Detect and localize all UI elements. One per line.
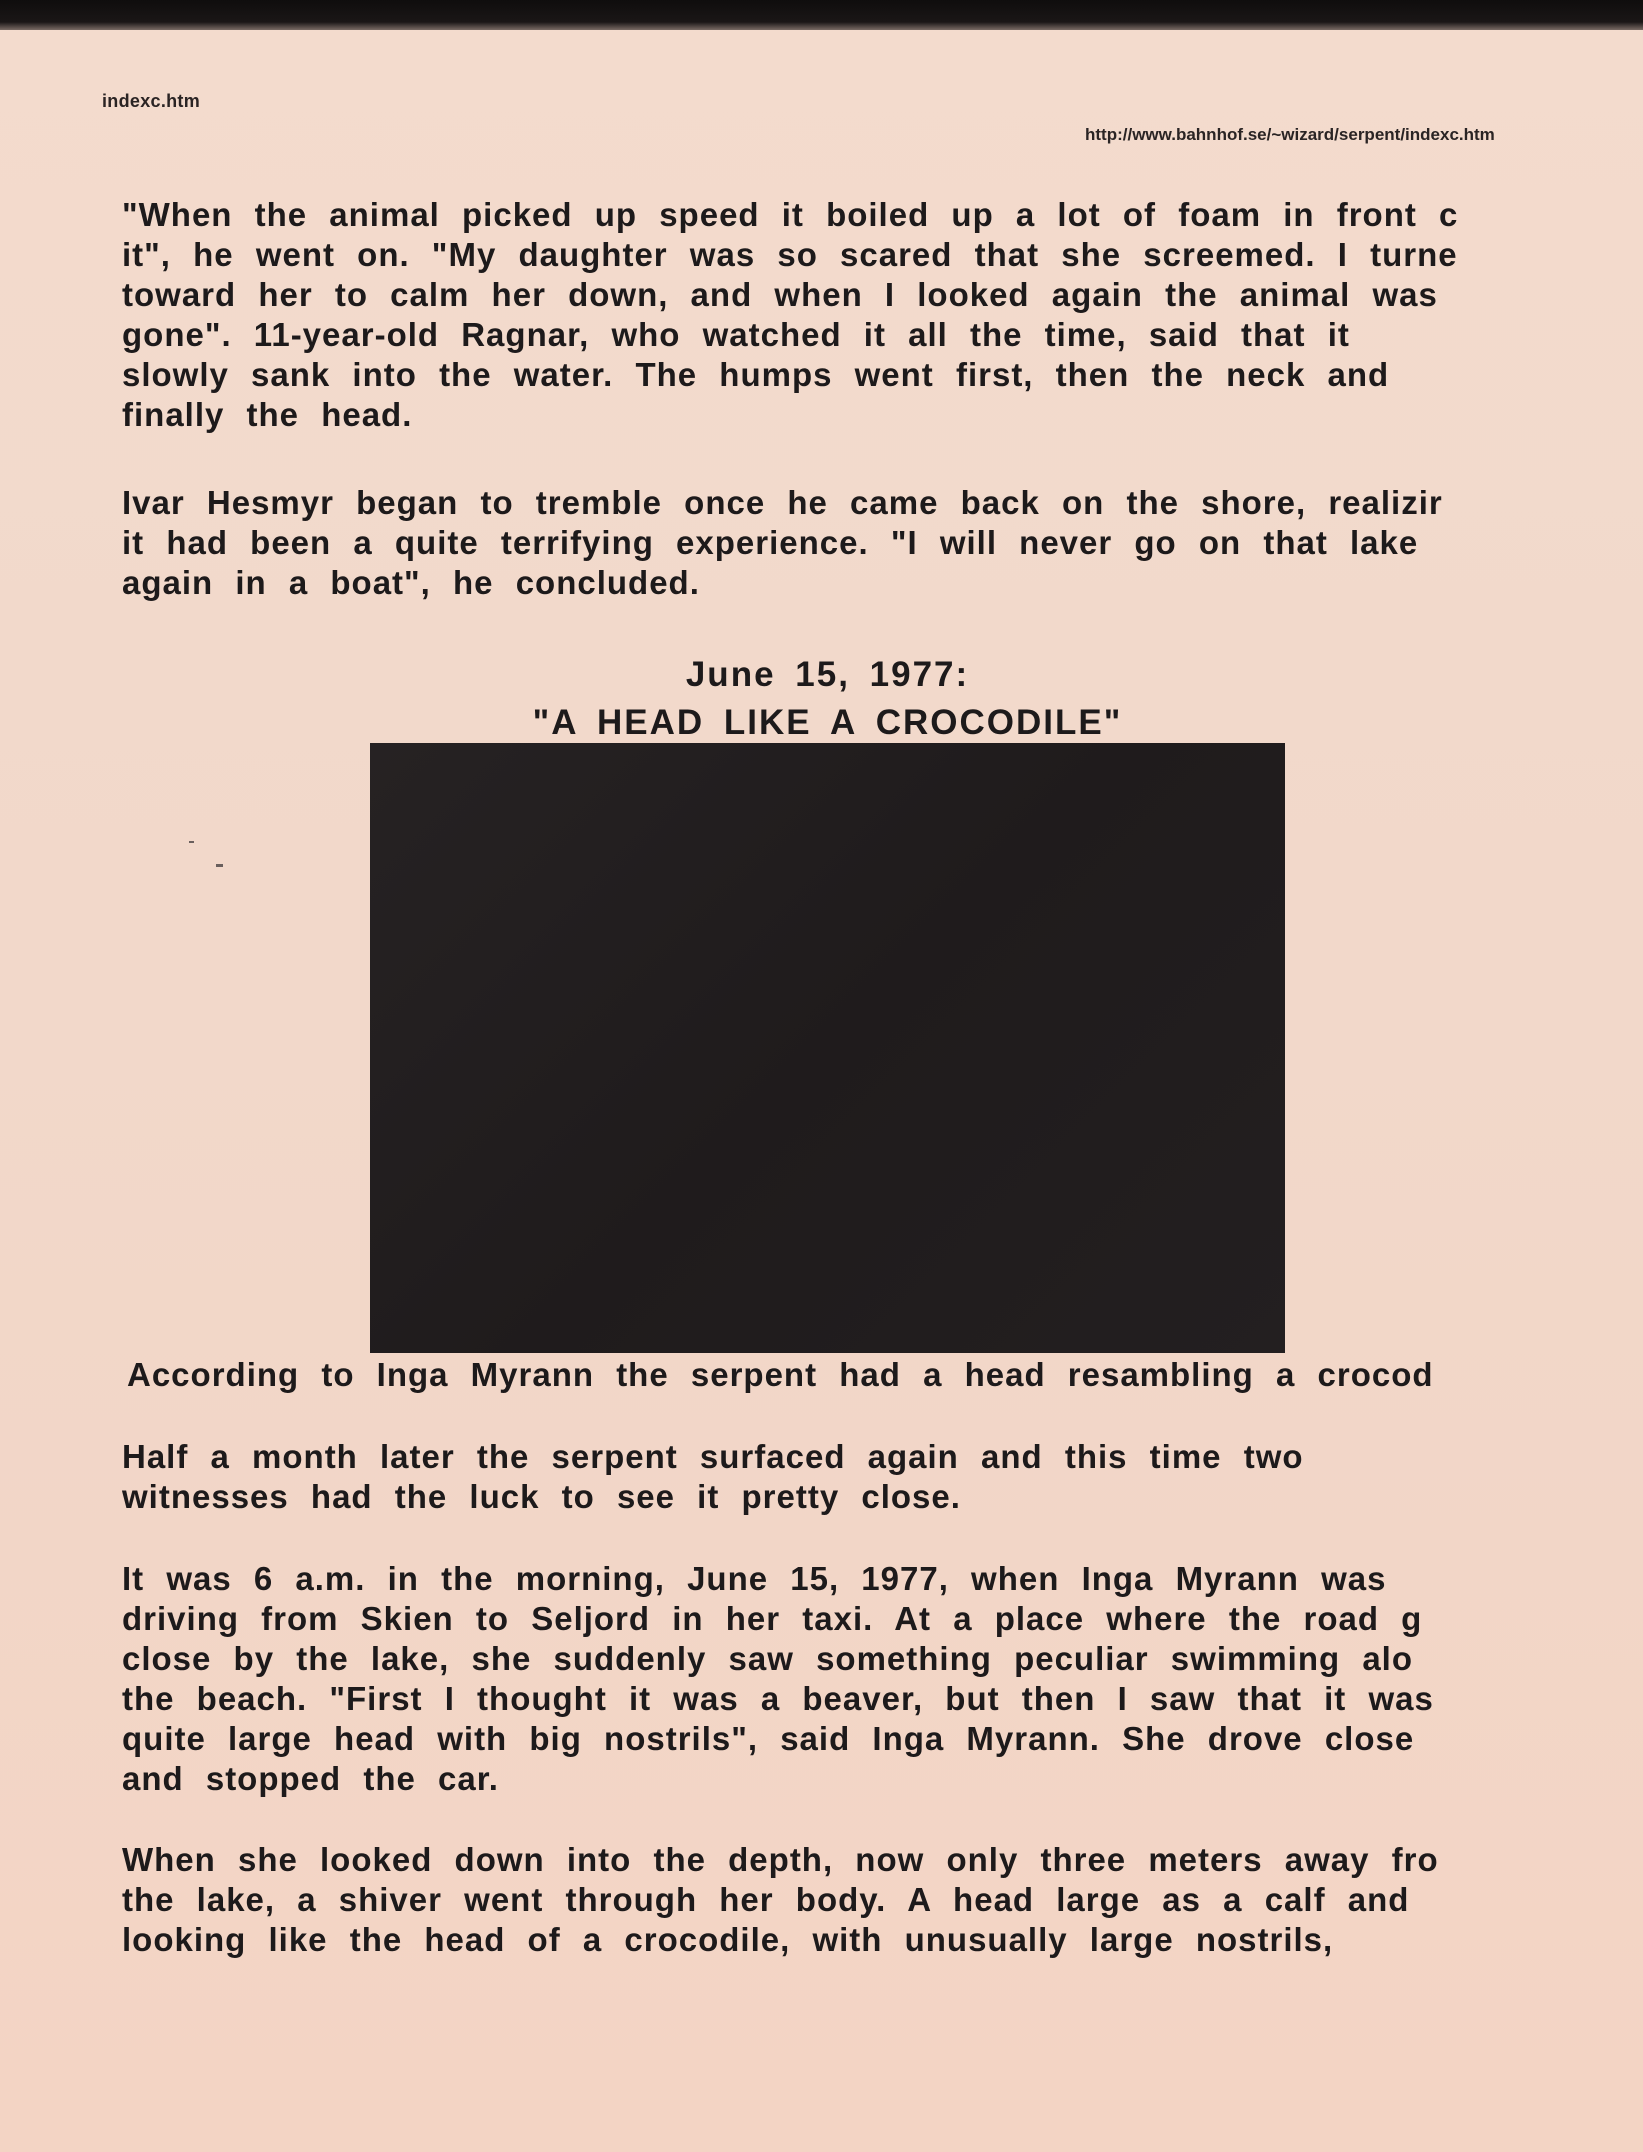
photo-caption	[127, 1355, 1552, 1395]
text-line: and stopped the car.	[122, 1760, 499, 1797]
text-line: gone". 11-year-old Ragnar, who watched it all the time, said that it	[122, 316, 1350, 353]
page-filename: indexc.htm	[102, 91, 201, 111]
text-line: finally the head.	[122, 396, 413, 433]
paragraph-hesmyr	[122, 483, 1552, 603]
text-line: quite large head with big nostrils", said Inga Myrann. She drove close	[122, 1720, 1415, 1757]
heading-title: "A HEAD LIKE A CROCODILE"	[532, 703, 1123, 742]
page-url: http://www.bahnhof.se/~wizard/serpent/indexc.htm	[1085, 125, 1495, 144]
text-line: close by the lake, she suddenly saw something peculiar swimming alo	[122, 1640, 1414, 1677]
text-line: "When the animal picked up speed it boiled up a lot of foam in front c	[122, 196, 1459, 233]
text-line: witnesses had the luck to see it pretty close.	[122, 1478, 961, 1515]
paragraph-half-month-later	[122, 1437, 1552, 1517]
text-line: looking like the head of a crocodile, with unusually large nostrils,	[122, 1921, 1334, 1958]
text-line: driving from Skien to Seljord in her taxi. At a place where the road g	[122, 1600, 1423, 1637]
heading-date: June 15, 1977:	[685, 655, 970, 694]
paper-speck	[189, 841, 194, 843]
crocodile-head-photo	[370, 743, 1285, 1353]
text-line: toward her to calm her down, and when I looked again the animal was	[122, 276, 1438, 313]
text-line: again in a boat", he concluded.	[122, 564, 700, 601]
text-line: it had been a quite terrifying experience. "I will never go on that lake	[122, 524, 1419, 561]
text-line: It was 6 a.m. in the morning, June 15, 1977, when Inga Myrann was	[122, 1560, 1387, 1597]
text-line: the beach. "First I thought it was a beaver, but then I saw that it was	[122, 1680, 1434, 1717]
text-line: Half a month later the serpent surfaced again and this time two	[122, 1438, 1304, 1475]
section-heading	[370, 651, 1285, 747]
text-line: Ivar Hesmyr began to tremble once he came back on the shore, realizir	[122, 484, 1443, 521]
text-line: it", he went on. "My daughter was so scared that she screemed. I turne	[122, 236, 1458, 273]
text-line: When she looked down into the depth, now only three meters away fro	[122, 1841, 1439, 1878]
paragraph-boat-escape	[122, 195, 1552, 435]
paper-speck	[216, 864, 223, 867]
paragraph-crocodile-head	[122, 1840, 1552, 1960]
paragraph-taxi-sighting	[122, 1559, 1552, 1799]
caption-line: According to Inga Myrann the serpent had a head resambling a crocod	[127, 1356, 1434, 1393]
text-line: the lake, a shiver went through her body. A head large as a calf and	[122, 1881, 1410, 1918]
text-line: slowly sank into the water. The humps went first, then the neck and	[122, 356, 1390, 393]
